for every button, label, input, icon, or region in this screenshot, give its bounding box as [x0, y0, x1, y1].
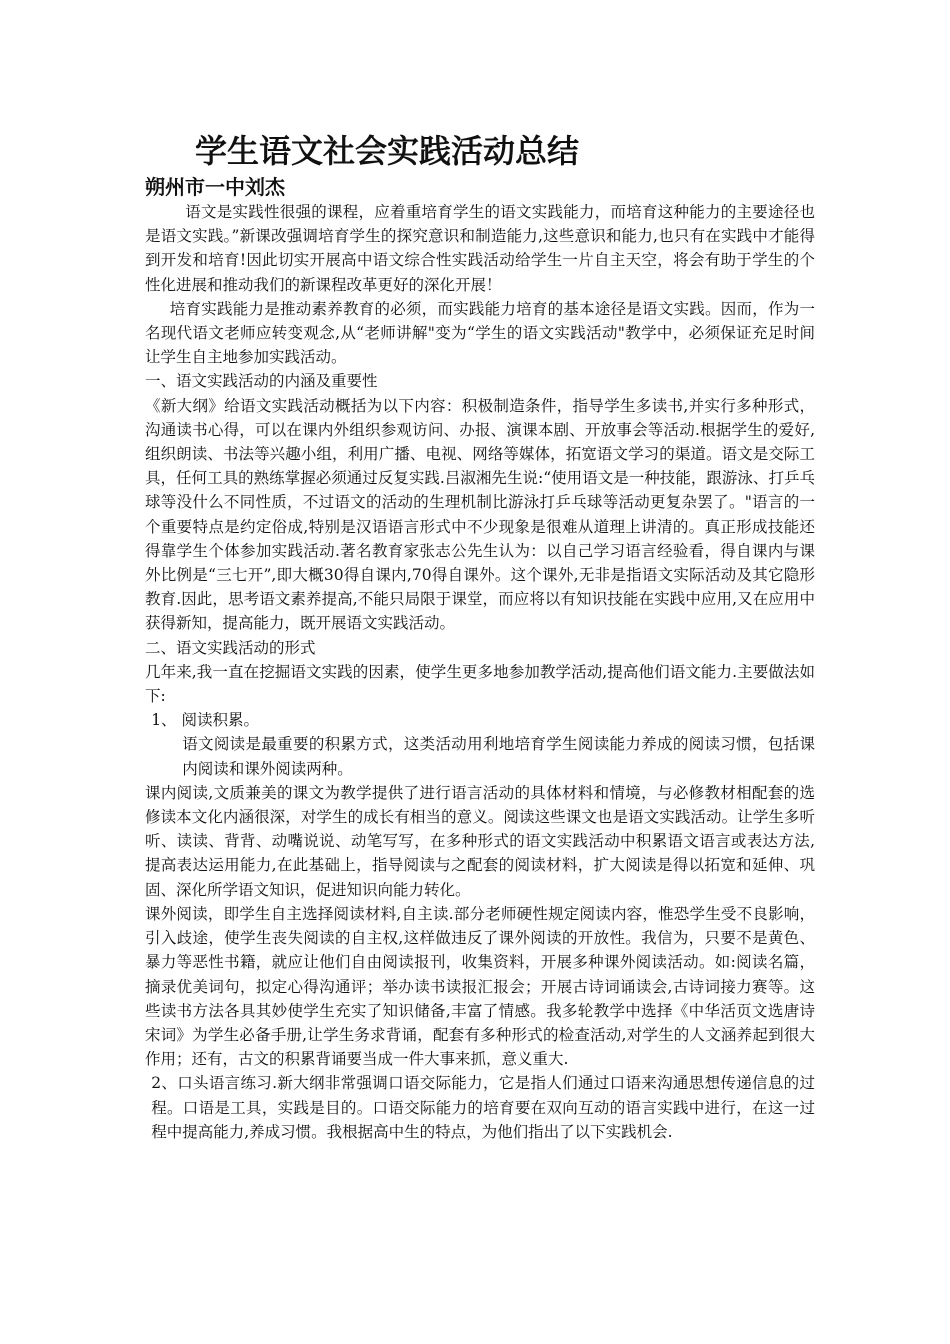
- document-body: [145, 200, 815, 1144]
- paragraph-extracurricular-reading: 课外阅读，即学生自主选择阅读材料,自主读.部分老师硬性规定阅读内容，惟恐学生受不良影响，引入歧途，使学生丧失阅读的自主权,这样做违反了课外阅读的开放性。我信为，只要不是黄色、暴力等恶性书籍，就应让他们自由阅读报刊，收集资料，开展多种课外阅读活动。如:阅读名篇，摘录优美词句，拟定心得沟通评；举办读书读报汇报会；开展古诗词诵读会,古诗词接力赛等。这些读书方法各具其妙使学生充实了知识储备,丰富了情感。我多轮教学中选择《中华活页文选唐诗宋词》为学生必备手册,让学生务求背诵，配套有多种形式的检查活动,对学生的人文涵养起到很大作用；还有，古文的积累背诵要当成一件大事来抓，意义重大.: [145, 904, 815, 1069]
- document-title: 学生语文社会实践活动总结: [195, 132, 580, 170]
- paragraph-syllabus: 《新大纲》给语文实践活动概括为以下内容：积极制造条件，指导学生多读书,并实行多种形式，沟通读书心得，可以在课内外组织参观访问、办报、演课本剧、开放事会等活动.根据学生的爱好,组织朗读、书法等兴趣小组，利用广播、电视、网络等媒体，拓宽语文学习的渠道。语文是交际工具，任何工具的熟练掌握必须通过反复实践.吕淑湘先生说:“使用语文是一种技能，跟游泳、打乒乓球等没什么不同性质，不过语文的活动的生理机制比游泳打乒乓球等活动更复杂罢了。"语言的一个重要特点是约定俗成,特别是汉语语言形式中不少现象是很难从道理上讲清的。真正形成技能还得靠学生个体参加实践活动.著名教育家张志公先生认为：以自己学习语言经验看，得自课内与课外比例是“三七开”,即大概30得自课内,70得自课外。这个课外,无非是指语文实际活动及其它隐形教育.因此，思考语文素养提高,不能只局限于课堂，而应将以有知识技能在实践中应用,又在应用中获得新知，提高能力，既开展语文实践活动。: [145, 396, 815, 633]
- list-item-reading: 1、 阅读积累。: [151, 711, 259, 730]
- paragraph-reading-intro: 语文阅读是最重要的积累方式，这类活动用利地培育学生阅读能力养成的阅读习惯，包括课内阅读和课外阅读两种。: [182, 735, 815, 778]
- paragraph-in-class-reading: 课内阅读,文质兼美的课文为教学提供了进行语言活动的具体材料和情境，与必修教材相配套的选修读本文化内涵很深，对学生的成长有相当的意义。阅读这些课文也是语文实践活动。让学生多听听、读读、背背、动嘴说说、动笔写写，在多种形式的语文实践活动中积累语文语言或表达方法,提高表达运用能力,在此基础上，指导阅读与之配套的阅读材料，扩大阅读是得以拓宽和延伸、巩固、深化所学语文知识，促进知识向能力转化。: [145, 783, 815, 899]
- section-heading-2: 二、语文实践活动的形式: [145, 638, 316, 657]
- paragraph-oral-practice: 2、口头语言练习.新大纲非常强调口语交际能力，它是指人们通过口语来沟通思想传递信息的过程。口语是工具，实践是目的。口语交际能力的培育要在双向互动的语言实践中进行，在这一过程中提高能力,养成习惯。我根据高中生的特点，为他们指出了以下实践机会.: [151, 1074, 815, 1141]
- paragraph-methods: 几年来,我一直在挖掘语文实践的因素，使学生更多地参加教学活动,提高他们语文能力.主要做法如下:: [145, 662, 815, 706]
- section-heading-1: 一、语文实践活动的内涵及重要性: [145, 372, 378, 391]
- paragraph-practice-ability: 培育实践能力是推动素养教育的必须，而实践能力培育的基本途径是语文实践。因而，作为一名现代语文老师应转变观念,从“老师讲解"变为“学生的语文实践活动"教学中，必须保证充足时间让学生自主地参加实践活动。: [145, 299, 815, 367]
- document-author: 朔州市一中刘杰: [145, 175, 285, 199]
- paragraph-intro: 语文是实践性很强的课程，应着重培育学生的语文实践能力，而培育这种能力的主要途径也是语文实践。”新课改强调培育学生的探究意识和制造能力,这些意识和能力,也只有在实践中才能得到开发和培育!因此切实开展高中语文综合性实践活动给学生一片自主天空，将会有助于学生的个性化进展和推动我们的新课程改革更好的深化开展！: [145, 203, 815, 294]
